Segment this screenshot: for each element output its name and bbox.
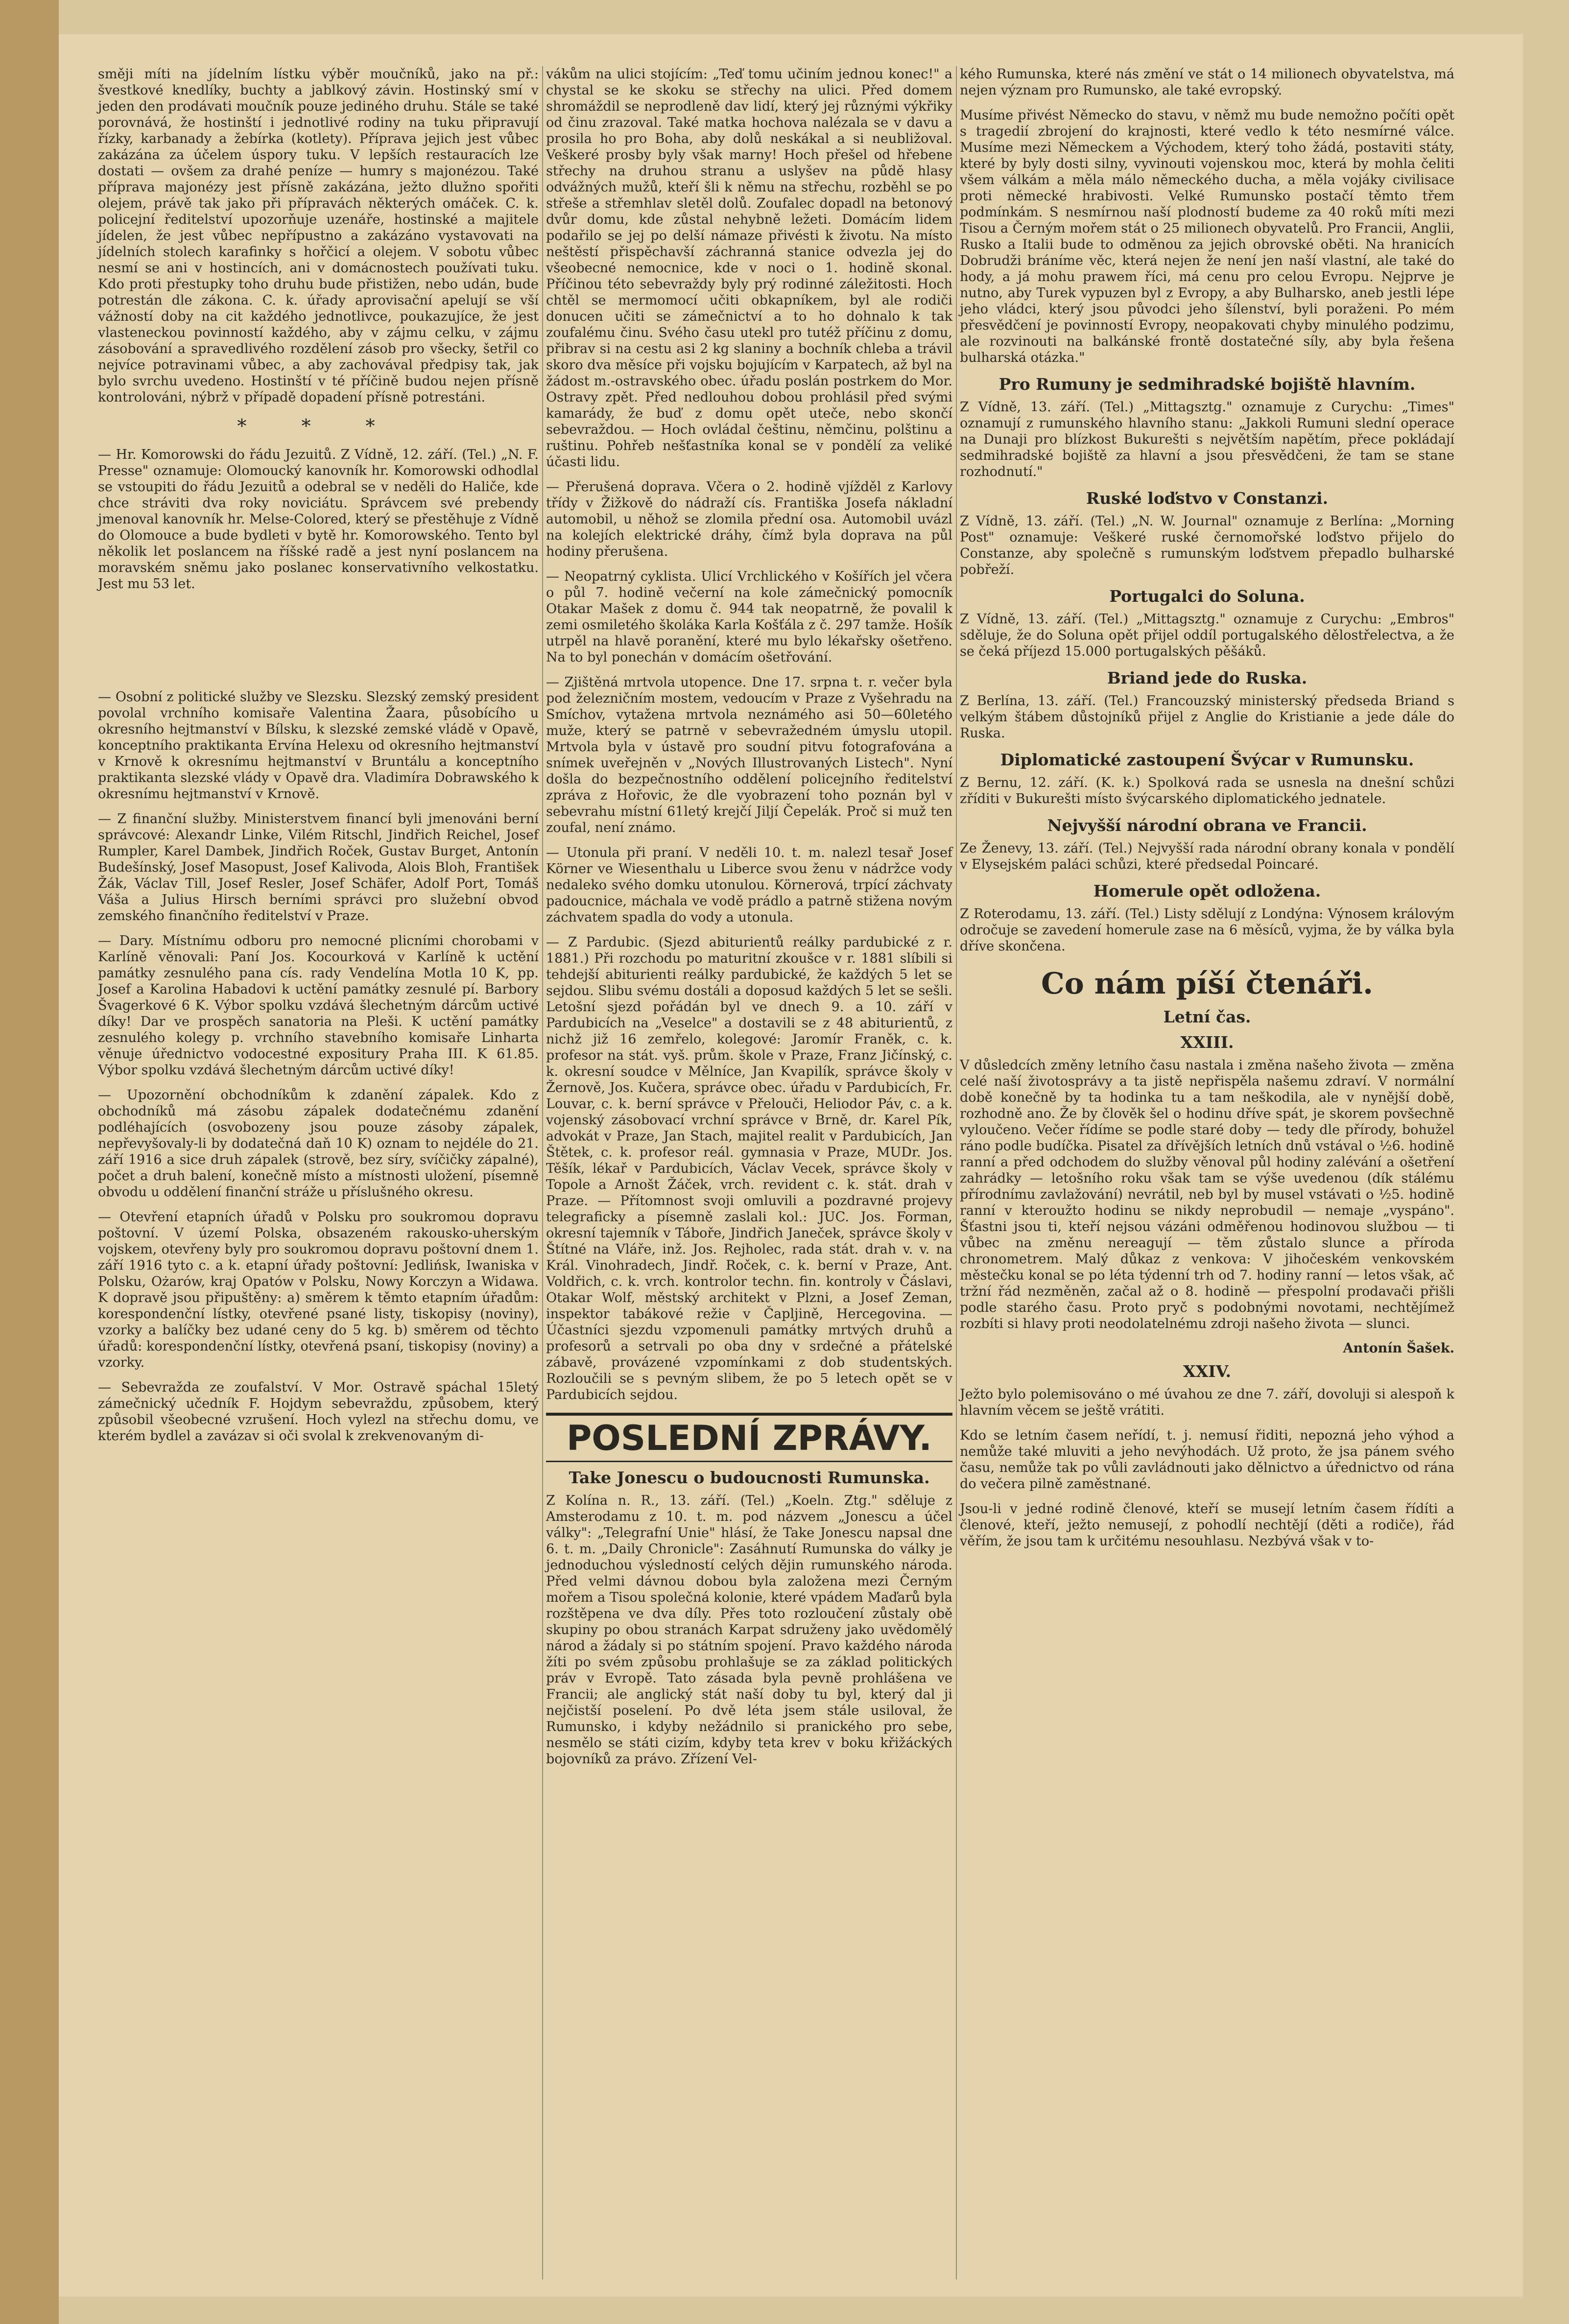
article-constanza: Z Vídně, 13. září. (Tel.) „N. W. Journal" oznamuje z Berlína: „Morning Post" oznamuje: Veškeré ruské černomořské loďstvo přijelo do Constanze, aby společně s rumunským loďstvem přepadlo bulharské pobřeží. (960, 514, 1454, 577)
column-3 (960, 66, 1454, 1558)
article-swiss: Z Bernu, 12. září. (K. k.) Spolková rada se usnesla na dnešní schůzi zříditi v Bukurešti místo švýcarského diplomatického jednatele. (960, 775, 1454, 806)
article-transylvania: Z Vídně, 13. září. (Tel.) „Mittagsztg." oznamuje z Curychu: „Times" oznamují z rumunského hlavního stanu: „Jakkoli Rumuni slední operace na Dunaji pro blízkost Bukurešti s největším napětím, přece pokládají sedmihradské bojiště za hlavní a jsou přesvědčeni, že tam se stane rozhodnutí." (960, 400, 1454, 479)
headline-transylvania: Pro Rumuny je sedmihradské bojiště hlavním. (998, 375, 1416, 394)
blank-space (98, 601, 539, 689)
headline-briand: Briand jede do Ruska. (1107, 668, 1308, 688)
headline-homerule: Homerule opět odložena. (1093, 881, 1321, 901)
letter-24-a: Ježto bylo polemisováno o mé úvahou ze dne 7. září, dovoluji si alespoň k hlavním věcem se ještě vrátiti. (960, 1387, 1454, 1418)
letter-signature: Antonín Šašek. (1343, 1341, 1454, 1356)
article-donations: — Dary. Místnímu odboru pro nemocné plicními chorobami v Karlíně věnovali: Paní Jos. Kocourková v Karlíně k uctění památky zesnulého pana cís. rady Vendelína Motla 10 K, pp. Josef a Karolina Habadovi k uctění památky zesnulé pí. Barbory Švagerkové 6 K. Výbor spolku vzdává šlechetným dárcům uctivé díky! Dar ve prospěch sanatoria na Pleši. K uctění památky zesnulého kolegy p. vrchního stavebního komisaře Linharta věnuje úřednictvo vodocestné expositury Praha III. K 61.85. Výbor spolku vzdává šlechetným dárcům uctivé díky! (98, 933, 539, 1078)
article-homerule: Z Roterodamu, 13. září. (Tel.) Listy sdělují z Londýna: Výnosem královým odročuje se zavedení homerule zase na 6 měsíců, vyjma, že by válka byla dříve skončena. (960, 906, 1454, 954)
article-silesia-service: — Osobní z politické služby ve Slezsku. Slezský zemský president povolal vrchního komisaře Valentina Žaara, působícího u okresního hejtmanství v Bílsku, k slezské zemské vládě v Opavě, konceptního praktikanta Ervína Helexu od okresního hejtmanství v Krnově k okresnímu hejtmanství v Bruntálu a konceptního praktikanta slezské vlády v Opavě dra. Vladimíra Dobrawského k okresnímu hejtmanství v Krnově. (98, 689, 539, 802)
headline-swiss: Diplomatické zastoupení Švýcar v Rumunsku. (1000, 750, 1414, 769)
headline-defense: Nejvyšší národní obrana ve Francii. (1047, 816, 1367, 835)
article-suicide-cont: vákům na ulici stojícím: „Teď tomu učiním jednou konec!" a chystal se ke skoku se střechy na ulici. Před domem shromáždil se neprodleně dav lidí, který jej různými výkřiky od činu zrazoval. Také matka hochova nalézala se v davu a prosila ho pro Boha, aby dolů neskákal a si neubližoval. Veškeré prosby byly však marny! Hoch přešel od hřebene střechy na druhou stranu a uslyšev na půdě hlasy odvážných mužů, kteří šli k němu na střechu, rozběhl se po střeše a střemhlav sletěl dolů. Zoufalec dopadl na betonový dvůr domu, kde zůstal nehybně ležeti. Domácím lidem podařilo se jej po delší námaze přivésti k životu. Na místo neštěstí přispěchavší záchranná stanice odvezla jej do všeobecné nemocnice, kde v noci o 1. hodině skonal. Příčinou této sebevraždy byly prý rodinné záležitosti. Hoch chtěl se mermomocí učiti obkapníkem, byl ale rodiči donucen učiti se zámečnictví a to ho dohnalo k tak zoufalému činu. Svého času utekl pro tutéž příčinu z domu, přibrav si na cestu asi 2 kg slaniny a bochník chleba a trávil skoro dva měsíce při vojsku bojujícím v Karpatech, až byl na žádost m.-ostravského obec. úřadu poslán postrkem do Mor. Ostravy zpět. Před nedlouhou dobou prohlásil před svými kamarády, že buď z domu opět uteče, nebo skončí sebevraždou. — Hoch ovládal češtinu, němčinu, polštinu a ruštinu. Pohřeb nešťastníka konal se v pondělí za veliké účasti lidu. (546, 67, 952, 470)
letter-23: V důsledcích změny letního času nastala i změna našeho života — změna celé naší životosprávy a ta jistě nepřispěla našemu zdraví. V normální době konečně by ta hodinka tu a tam neškodila, ale v nynější době, rozhodně ano. Že by člověk šel o hodinu dříve spát, je skorem povšechně vyloučeno. Večer řídíme se podle staré doby — tedy dle přírody, bohužel ráno podle budíčka. Pisatel za dřívějších letních dnů vstával o ½6. hodině ranní a před odchodem do služby věnoval půl hodiny zalévání a ošetření zahrádky — letošního roku však tam se výše uvedenou (dík stálému přírodnímu zavlažování) nevrátil, neb byl by musel vstávati o ½5. hodině ranní v kteroužto hodinu se nikdy neprobudil — nemaje „vyspáno". Šťastni jsou ti, kteří nejsou vázáni odměřenou hodinovou službou — ti vůbec na změnu nereagují — těm zůstalo slunce a příroda chronometrem. Malý důkaz z venkova: V jihočeském venkovském městečku konal se po léta týdenní trh od 7. hodiny ranní — letos však, ač tržní řád nezměněn, začal až o 8. hodině — přespolní prodavači přišli podle starého času. Proto pryč s podobnými novotami, nechtějímež rozbíti si hlavy proti neodolatelnému zdroji našeho života — slunci. (960, 1058, 1454, 1331)
article-jonescu-cont: kého Rumunska, které nás změní ve stát o 14 milionech obyvatelstva, má nejen význam pro Rumunsko, ale také evropský. (960, 67, 1454, 98)
article-food-rules: směji míti na jídelním lístku výběr moučníků, jako na př.: švestkové knedlíky, buchty a jablkový závin. Hostinský smí v jeden den prodávati moučník pouze jediného druhu. Stále se také porovnává, že hostinští i jednotlivé rodiny na tuku připravují řízky, karbanady a žebírka (kotlety). Příprava jejich jest vůbec zakázána za účelem úspory tuku. V lepších restauracích lze dostati — ovšem za drahé peníze — humry s majonézou. Také příprava majonézy jest přísně zakázána, ježto dlužno spořiti olejem, právě tak jako při přípravách některých omáček. C. k. policejní ředitelství upozorňuje uzenáře, hostinské a majitele jídelen, že jest vůbec nepřípustno a zakázáno vystavovati na jídelních stolech karafinky s hořčicí a olejem. V sobotu vůbec nesmí se ani v hostincích, ani v domácnostech používati tuku. Kdo proti přestupky toho druhu bude přistižen, nebo udán, bude potrestán dle zákona. C. k. úřady aprovisační apelují se vší vážností doby na cit každého jednotlivce, poukazujíce, že jest vlasteneckou povinností každého, aby v zájmu celku, v zájmu zásobování a spravedlivého rozdělení zásob pro všecky, šetřil co nejvíce potravinami vůbec, a aby zachovával předpisy tak, jak bylo svrchu uvedeno. Hostinští v té příčině budou nejen přísně kontrolováni, nýbrž v případě dopadení přísně potrestáni. (98, 67, 539, 405)
article-komorowski: — Hr. Komorowski do řádu Jezuitů. Z Vídně, 12. září. (Tel.) „N. F. Presse" oznamuje: Olomoucký kanovník hr. Komorowski odhodlal se vstoupiti do řádu Jezuitů a odebral se v neděli do Haliče, kde chce stráviti dva roky noviciátu. Správcem své prebendy jmenoval kanovník hr. Melse-Colored, který se přestěhuje z Vídně do Olomouce a bude bydleti v bytě hr. Komorowského. Tento byl několik let poslancem na říšské radě a jest nyní poslancem na moravském sněmu jako poslanec konservativního velkostatku. Jest mu 53 let. (98, 447, 539, 592)
article-defense: Ze Ženevy, 13. září. (Tel.) Nejvyšší rada národní obrany konala v pondělí v Elysejském paláci schůzi, které předsedal Poincaré. (960, 841, 1454, 872)
letter-24-c: Jsou-li v jedné rodině členové, kteří se musejí letním časem řídíti a členové, kteří, ježto nemusejí, z pohodlí nechtějí (děti a rodiče), řád věřím, že jsou tam k určitému nesouhlasu. Nezbývá však v to- (960, 1501, 1454, 1549)
article-jonescu-cont-2: Musíme přivést Německo do stavu, v němž mu bude nemožno počíti opět s tragedií zbrojení do krajnosti, které vedlo k této nesmírné válce. Musíme mezi Německem a Východem, který toho žádá, postaviti státy, které by byly dosti silny, vyvinouti vojenskou moc, která by mohla čeliti všem válkám a měla málo německého ducha, a měla vojáky civilisace proti německé hrabivosti. Velké Rumunsko postačí těmto třem podmínkám. S nesmírnou naší plodností budeme za 40 roků míti mezi Tisou a Černým mořem stát o 25 milionech obyvatelů. Pro Francii, Anglii, Rusko a Italii bude to odměnou za jejich obrovské oběti. Na hranicích Dobrudži bráníme věc, která nejen že není jen naší vlastní, ale také do hody, a já mohu prawem říci, má cenu pro celou Evropu. Nejprve je nutno, aby Turek vypuzen byl z Evropy, a aby Bulharsko, aneb jestli lépe jeho vládci, který jsou původci jeho šílenství, byli poraženi. Po mém přesvědčení je povinností Evropy, neopakovati chyby minulého podzimu, ale rozvinouti na balkánské frontě dostatečné síly, aby byla řešena bulharská otázka." (960, 108, 1454, 365)
headline-jonescu: Take Jonescu o budoucnosti Rumunska. (569, 1468, 930, 1487)
letter-24-b: Kdo se letním časem neřídí, t. j. nemusí řiditi, nepozná jeho výhod a nemůže také mluviti a jeho nevýhodách. Už proto, že jsa pánem svého času, nemůže tak po vůli zavládnouti jako dělnictvo a úřednictvo od rána do večera pilně zaměstnané. (960, 1428, 1454, 1492)
headline-constanza: Ruské loďstvo v Constanzi. (1086, 489, 1329, 508)
article-drowned-body: — Zjištěná mrtvola utopence. Dne 17. srpna t. r. večer byla pod železničním mostem, vedoucím v Praze z Vyšehradu na Smíchov, vytažena mrtvola neznámého asi 50—60letého muže, který se patrně v sebevražedném úmyslu utopil. Mrtvola byla v ústavě pro soudní pitvu fotografována a snímek uveřejněn v „Nových Illustrovaných Listech". Nyní došla do bezpečnostního oddělení policejního ředitelství zpráva z Hořovic, že dle vyobrazení toho poznán byl v sebevrahu místní 61letý krejčí Jiljí Čepelák. Proč si muž ten zoufal, není známo. (546, 675, 952, 835)
letter-number-24: XXIV. (1183, 1362, 1231, 1381)
article-drowned-washing: — Utonula při praní. V neděli 10. t. m. nalezl tesař Josef Körner ve Wiesenthalu u Liberce svou ženu v nádržce vody nedaleko svého domku utonulou. Körnerová, trpící záchvaty padoucnice, máchala ve vodě prádlo a patrně stižena novým záchvatem spadla do vody a utonula. (546, 845, 952, 925)
article-poland-post: — Otevření etapních úřadů v Polsku pro soukromou dopravu poštovní. V území Polska, obsazeném rakousko-uherským vojskem, otevřeny byly pro soukromou dopravu poštovní dnem 1. září 1916 tyto c. a k. etapní úřady poštovní: Jedlińsk, Iwaniska v Polsku, Ożarów, kraj Opatów v Polsku, Nowy Korczyn a Widawa. K dopravě jsou připuštěny: a) směrem k těmto etapním úřadům: korespondenční lístky, otevřené psané listy, tiskopisy (noviny), vzorky a balíčky bez udané ceny do 5 kg. b) směrem od těchto úřadů: korespondenční lístky, otevřená psaní, tiskopisy (noviny) a vzorky. (98, 1209, 539, 1370)
article-suicide: — Sebevražda ze zoufalství. V Mor. Ostravě spáchal 15letý zámečnický učedník F. Hojdym sebevraždu, způsobem, který způsobil všeobecné vzrušení. Hoch vylezl na střechu domu, ve kterém bydlel a zavázav si oči svolal k zrekvenovaným di- (98, 1380, 539, 1444)
article-pardubice: — Z Pardubic. (Sjezd abiturientů reálky pardubické z r. 1881.) Při rozchodu po maturitní zkoušce v r. 1881 slíbili si tehdejší abiturienti reálky pardubické, že každých 5 let se sejdou. Slibu svému dostáli a doposud každých 5 let se sešli. Letošní sjezd pořádán byl ve dnech 9. a 10. září v Pardubicích na „Veselce" a dostavili se z 48 abiturientů, z nichž již 16 zemřelo, kolegové: Jaromír Franěk, c. k. profesor na stát. vyš. prům. škole v Praze, Franz Jičínský, c. k. okresní soudce v Mělníce, Jan Kvapilík, správce školy v Žernově, Jos. Kučera, správce obec. úřadu v Pardubicích, Fr. Louvar, c. k. berní správce v Přelouči, Heliodor Páv, c. a k. vojenský zásobovací vrchní správce v Brně, dr. Karel Pík, advokát v Praze, Jan Stach, majitel realit v Pardubicích, Jan Štětek, c. k. profesor reál. gymnasia v Praze, MUDr. Jos. Těšík, lékař v Pardubicích, Václav Vecek, správce školy v Topole a Arnošt Žáček, vrch. revident c. k. stát. drah v Praze. — Přítomnost svoji omluvili a pozdravné projevy telegraficky a písemně zaslali kol.: JUC. Jos. Forman, okresní tajemník v Táboře, Jindřich Janeček, správce školy v Štítné na Vláře, inž. Jos. Rejholec, rada stát. drah v. v. na Král. Vinohradech, Jindř. Roček, c. k. berní v Praze, Ant. Voldřich, c. k. vrch. kontrolor techn. fin. kontroly v Čáslavi, Otakar Wolf, městský architekt v Plzni, a Josef Zeman, inspektor tabákové režie v Čapljině, Hercegovina. — Účastníci sjezdu vzpomenuli památky mrtvých druhů a profesorů a setrvali po oba dny v srdečné a přátelské zábavě, provázené vzpomínkami z dob studentských. Rozloučili se s pevným slibem, že po 5 letech opět se v Pardubicích sejdou. (546, 935, 952, 1402)
headline-portuguese: Portugalci do Soluna. (1109, 587, 1305, 606)
column-1 (98, 66, 539, 1453)
article-jonescu: Z Kolína n. R., 13. září. (Tel.) „Koeln. Ztg." sděluje z Amsterodamu z 10. t. m. pod názvem „Jonescu a účel války": „Telegrafní Unie" hlásí, že Take Jonescu napsal dne 6. t. m. „Daily Chronicle": Zasáhnutí Rumunska do války je jednoduchou výsledností celých dějin rumunského národa. Před velmi dávnou dobou byla založena mezi Černým mořem a Tisou společná kolonie, které vpádem Maďarů byla rozštěpena ve dva díly. Přes toto rozloučení zůstaly obě skupiny po obou stranách Karpat sdruženy jako uvědomělý národ a žádaly si po státním spojení. Pravo každého národa žíti po svém způsobu prohlašuje se za základ politických práv v Evropě. Tato zásada byla pevně prohlášena ve Francii; ale anglický stát naší doby tu byl, který dal ji nejčistší poselení. Po dvě léta jsem stále usiloval, že Rumunsko, i kdyby nežádnilo si pranického pro sebe, nesmělo se státi cizím, kdyby teta krev v boku křižáckých bojovníků za právo. Zřízení Vel- (546, 1493, 952, 1767)
article-finance-service: — Z finanční služby. Ministerstvem financí byli jmenováni berní správcové: Alexandr Linke, Vilém Ritschl, Jindřich Reichel, Josef Rumpler, Karel Dambek, Jindřich Roček, Gustav Burget, Antonín Budešínský, Josef Masopust, Josef Kalivoda, Alois Bloh, František Žák, Václav Till, Josef Resler, Josef Schäfer, Adolf Port, Tomáš Váša a Julius Hirsch berními správci pro služební obvod zemského finančního ředitelství v Praze. (98, 811, 539, 924)
column-2 (546, 66, 952, 1776)
letter-number-23: XXIII. (1180, 1033, 1234, 1052)
article-portuguese: Z Vídně, 13. září. (Tel.) „Mittagsztg." oznamuje z Curychu: „Embros" sděluje, že do Soluna opět přijel oddíl portugalského dělostřelectva, a že se čeká příjezd 15.000 portugalských pěšáků. (960, 612, 1454, 659)
article-matches-tax: — Upozornění obchodníkům k zdanění zápalek. Kdo z obchodníků má zásobu zápalek dodatečnému zdanění podléhajících (osvobozeny jsou pouze zásoby zápalek, nepřevyšovaly-li by dodatečná daň 10 K) oznam to nejdéle do 21. září 1916 a sice druh zápalek (strově, bez síry, svíčičky zápalné), počet a druh balení, konečně místo a místnosti uložení, písemně obvodu u oddělení finanční stráže u příslušného okresu. (98, 1088, 539, 1200)
latest-news-banner: POSLEDNÍ ZPRÁVY. (546, 1413, 952, 1462)
article-traffic: — Přerušená doprava. Včera o 2. hodině vjížděl z Karlovy třídy v Žižkově do nádraží cís. Františka Josefa nákladní automobil, u něhož se zlomila přední osa. Automobil uvázl na kolejích elektrické dráhy, čímž byla doprava na půl hodiny přerušena. (546, 479, 952, 559)
readers-section-title: Co nám píší čtenáři. (1041, 967, 1373, 1001)
article-cyclist: — Neopatrný cyklista. Ulicí Vrchlického v Košířích jel včera o půl 7. hodině večerní na kole zámečnický pomocník Otakar Mašek z domu č. 944 tak neopatrně, že povalil k zemi osmiletého školáka Karla Košťála z č. 297 tamže. Hošík utrpěl na hlavě poranění, které mu bylo lékařsky ošetřeno. Na to byl ponechán v domácím ošetřování. (546, 569, 952, 665)
page-edge (0, 0, 59, 2324)
separator-stars: * * * (237, 415, 400, 437)
headline-summer-time: Letní čas. (1163, 1007, 1251, 1026)
column-rule-2 (956, 66, 957, 2279)
article-briand: Z Berlína, 13. září. (Tel.) Francouzský ministerský předseda Briand s velkým štábem důstojníků přijel z Anglie do Kristianie a jede dále do Ruska. (960, 693, 1454, 741)
column-rule-1 (542, 66, 543, 2279)
